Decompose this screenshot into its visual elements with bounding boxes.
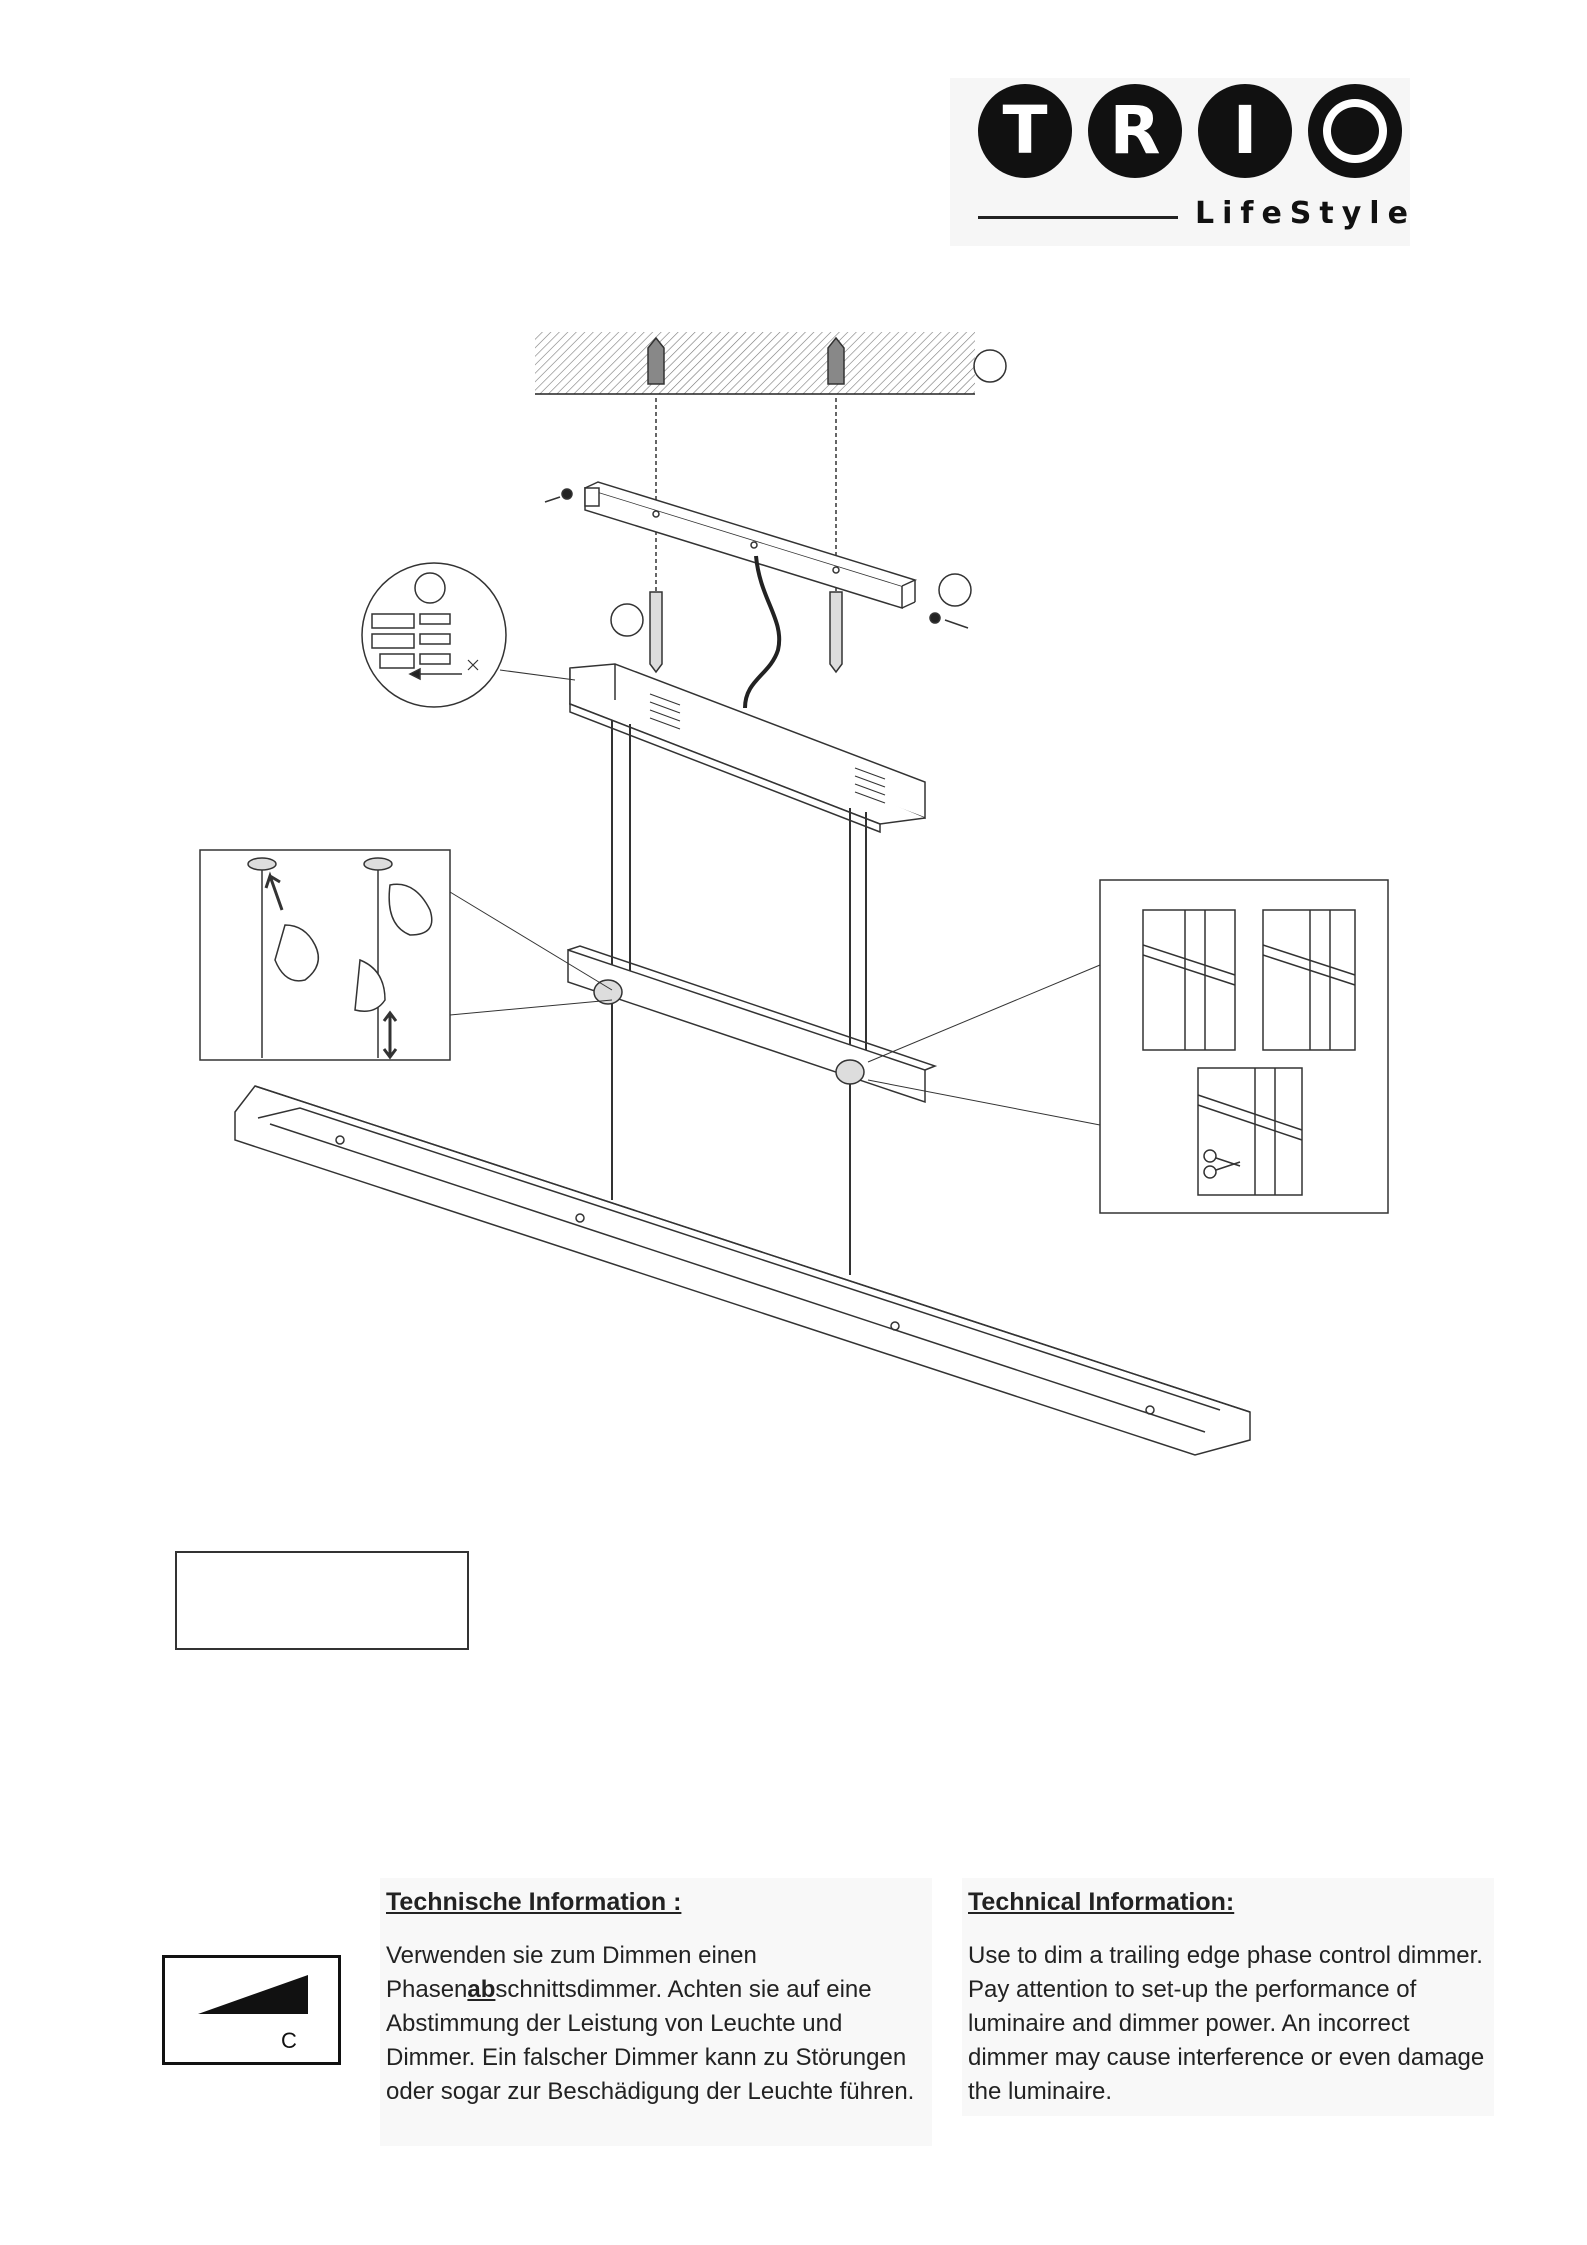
logo-letter-r: R: [1088, 84, 1182, 178]
terminal-block-detail: [362, 563, 575, 707]
cable-cut-detail: [868, 880, 1388, 1213]
technical-info-german-body: [386, 1939, 926, 2109]
mounting-bracket: [585, 482, 915, 608]
logo-letter-i: I: [1198, 84, 1292, 178]
power-cable: [745, 556, 779, 708]
technical-info-english-title: Technical Information:: [968, 1888, 1235, 1916]
empty-label-box: [175, 1551, 469, 1650]
logo-letter-t: T: [978, 84, 1072, 178]
dimmer-ramp-icon: [165, 1958, 338, 2062]
body-text-emphasis: ab: [467, 1976, 496, 2003]
technical-info-english: [962, 1878, 1494, 2116]
logo-subtitle: LifeStyle: [1195, 196, 1416, 231]
callout-circle-screw: [939, 574, 971, 606]
technical-info-german: [380, 1878, 932, 2146]
callout-circle-bracket: [611, 604, 643, 636]
technical-info-english-body: Use to dim a trailing edge phase control dimmer. Pay attention to set-up the performance of luminaire and dimmer power. An incorrect dimmer may cause interference or even damage the luminaire.: [968, 1942, 1485, 2105]
mounting-screw-icon: [650, 592, 842, 672]
callout-circle-ceiling: [974, 350, 1006, 382]
cable-adjuster-bar: [568, 946, 935, 1102]
luminaire-bar: [235, 1086, 1250, 1455]
body-text-part: Verwenden sie zum Dimmen einen Phasen: [386, 1942, 757, 2003]
dimmable-symbol: [162, 1955, 341, 2065]
dimmer-letter: C: [281, 2028, 297, 2053]
body-text-part: schnittsdimmer. Achten sie auf eine Abstimmung der Leistung von Leuchte und Dimmer. Ein falscher Dimmer kann zu Störungen oder sogar zur Beschädigung der Leuchte führen.: [386, 1976, 915, 2105]
cable-release-detail: [200, 850, 612, 1060]
technical-info-german-title: Technische Information :: [386, 1888, 682, 1916]
ceiling-hatched: [535, 332, 975, 394]
canopy-box: [570, 664, 925, 832]
